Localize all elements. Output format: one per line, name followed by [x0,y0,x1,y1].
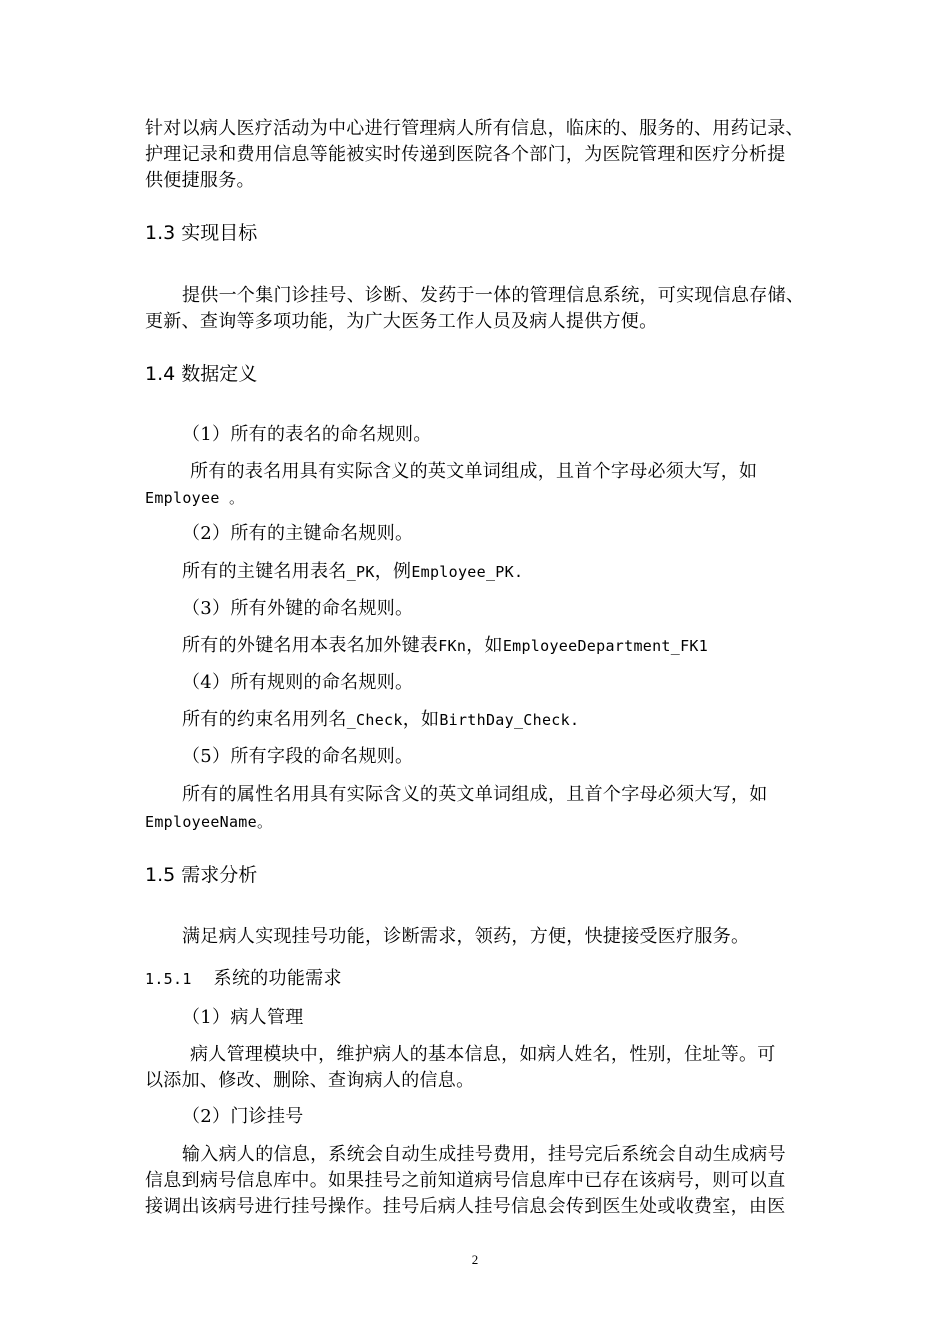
subsection-heading-1-5-1 [145,966,342,992]
rule-4-text [182,707,579,733]
s15-paragraph: 满足病人实现挂号功能，诊断需求，领药，方便，快捷接受医疗服务。 [182,926,750,947]
rule-3-text-mid: ，如 [466,635,503,656]
rule-4-code-suffix: _Check [346,711,403,729]
rule-4-text-mid: ，如 [402,709,440,730]
section-heading-1-3: 1.3 实现目标 [145,222,258,244]
rule-2-text-pre: 所有的主键名用表名 [182,561,347,582]
rule-2-title: （2）所有的主键命名规则。 [182,523,414,544]
intro-line-3: 供便捷服务。 [145,170,255,191]
rule-2-code-example: Employee_PK. [411,563,524,581]
section-heading-1-5: 1.5 需求分析 [145,864,258,886]
rule-2-text-mid: ，例 [374,561,412,582]
rule-3-title: （3）所有外键的命名规则。 [182,598,414,619]
function-1-title: （1）病人管理 [182,1007,304,1028]
subsection-number: 1.5.1 [145,970,192,988]
intro-line-2: 护理记录和费用信息等能被实时传递到医院各个部门，为医院管理和医疗分析提 [145,144,786,165]
page-number: 2 [471,1252,479,1267]
rule-3-text-pre: 所有的外键名用本表名加外键表 [182,635,439,656]
s13-paragraph-line-1: 提供一个集门诊挂号、诊断、发药于一体的管理信息系统，可实现信息存储、 [182,285,805,306]
rule-4-text-pre: 所有的约束名用列名 [182,709,347,730]
rule-3-code-example: EmployeeDepartment_FK1 [502,637,709,655]
rule-2-code-suffix: _PK [346,563,375,581]
function-2-text-line-2: 信息到病号信息库中。如果挂号之前知道病号信息库中已存在该病号，则可以直 [145,1170,786,1191]
intro-line-1: 针对以病人医疗活动为中心进行管理病人所有信息，临床的、服务的、用药记录、 [145,118,804,139]
subsection-title: 系统的功能需求 [213,968,342,989]
function-2-text-line-3: 接调出该病号进行挂号操作。挂号后病人挂号信息会传到医生处或收费室，由医 [145,1196,786,1217]
s13-paragraph-line-2: 更新、查询等多项功能，为广大医务工作人员及病人提供方便。 [145,311,658,332]
rule-5-text-line-1: 所有的属性名用具有实际含义的英文单词组成，且首个字母必须大写，如 [182,784,768,805]
rule-3-text [182,633,708,659]
function-1-text-line-2: 以添加、修改、删除、查询病人的信息。 [145,1070,475,1091]
rule-2-text [182,559,523,585]
rule-4-title: （4）所有规则的命名规则。 [182,672,414,693]
function-1-text-line-1: 病人管理模块中，维护病人的基本信息，如病人姓名，性别，住址等。可 [190,1044,776,1065]
rule-3-code-suffix: FKn [438,637,467,655]
rule-1-title: （1）所有的表名的命名规则。 [182,424,432,445]
function-2-text-line-1: 输入病人的信息，系统会自动生成挂号费用，挂号完后系统会自动生成病号 [182,1144,786,1165]
rule-4-code-example: BirthDay_Check. [439,711,580,729]
section-heading-1-4: 1.4 数据定义 [145,363,258,385]
rule-1-text-line-1: 所有的表名用具有实际含义的英文单词组成，且首个字母必须大写，如 [190,461,758,482]
rule-1-text-line-2: Employee 。 [145,489,245,507]
rule-5-text-line-2: EmployeeName。 [145,813,273,831]
rule-5-title: （5）所有字段的命名规则。 [182,746,414,767]
function-2-title: （2）门诊挂号 [182,1106,304,1127]
